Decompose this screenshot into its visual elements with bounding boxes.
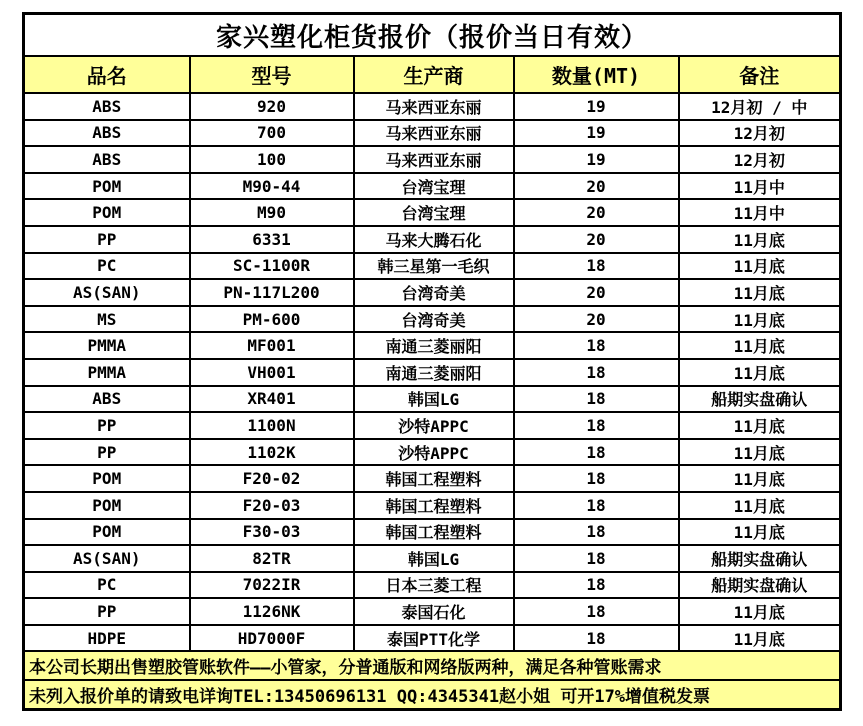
cell-producer: 台湾奇美 [354, 306, 514, 333]
footer-note-row-1 [24, 651, 841, 680]
cell-quantity: 18 [514, 332, 679, 359]
cell-producer: 泰国石化 [354, 598, 514, 625]
cell-producer: 台湾宝理 [354, 173, 514, 200]
cell-model: SC-1100R [190, 253, 354, 280]
cell-remark: 11月底 [679, 253, 841, 280]
quote-table [22, 12, 842, 711]
table-row [24, 359, 841, 386]
cell-product: MS [24, 306, 190, 333]
cell-producer: 泰国PTT化学 [354, 625, 514, 652]
cell-model: PM-600 [190, 306, 354, 333]
cell-producer: 台湾奇美 [354, 279, 514, 306]
table-row [24, 465, 841, 492]
cell-remark: 12月初 [679, 146, 841, 173]
cell-remark: 12月初 [679, 120, 841, 147]
cell-model: XR401 [190, 386, 354, 413]
cell-remark: 11月底 [679, 226, 841, 253]
cell-producer: 南通三菱丽阳 [354, 359, 514, 386]
cell-product: AS(SAN) [24, 545, 190, 572]
cell-remark: 11月底 [679, 332, 841, 359]
cell-product: POM [24, 519, 190, 546]
cell-quantity: 18 [514, 492, 679, 519]
cell-remark: 11月底 [679, 598, 841, 625]
table-row [24, 332, 841, 359]
col-header-product: 品名 [24, 56, 190, 93]
cell-remark: 11月中 [679, 199, 841, 226]
cell-producer: 台湾宝理 [354, 199, 514, 226]
cell-producer: 沙特APPC [354, 412, 514, 439]
cell-remark: 11月底 [679, 492, 841, 519]
cell-quantity: 18 [514, 625, 679, 652]
cell-product: PP [24, 226, 190, 253]
cell-remark: 11月底 [679, 439, 841, 466]
col-header-producer: 生产商 [354, 56, 514, 93]
cell-producer: 韩国工程塑料 [354, 492, 514, 519]
cell-quantity: 18 [514, 412, 679, 439]
column-header-row [24, 56, 841, 93]
cell-producer: 马来西亚东丽 [354, 146, 514, 173]
cell-quantity: 18 [514, 386, 679, 413]
cell-quantity: 18 [514, 545, 679, 572]
cell-product: POM [24, 173, 190, 200]
cell-model: 920 [190, 93, 354, 120]
cell-producer: 马来大腾石化 [354, 226, 514, 253]
cell-remark: 船期实盘确认 [679, 572, 841, 599]
footer-note-contact: 未列入报价单的请致电详询TEL:13450696131 QQ:4345341赵小姐 可开17%增值税发票 [24, 680, 841, 710]
table-row [24, 439, 841, 466]
cell-quantity: 20 [514, 306, 679, 333]
cell-product: ABS [24, 120, 190, 147]
cell-quantity: 18 [514, 253, 679, 280]
cell-quantity: 18 [514, 439, 679, 466]
cell-quantity: 20 [514, 226, 679, 253]
cell-remark: 11月底 [679, 519, 841, 546]
cell-remark: 12月初 / 中 [679, 93, 841, 120]
cell-model: 82TR [190, 545, 354, 572]
table-body [24, 93, 841, 651]
cell-remark: 11月底 [679, 359, 841, 386]
cell-model: M90-44 [190, 173, 354, 200]
cell-quantity: 18 [514, 572, 679, 599]
quote-sheet [22, 12, 839, 711]
cell-quantity: 18 [514, 359, 679, 386]
table-row [24, 173, 841, 200]
cell-remark: 11月底 [679, 465, 841, 492]
cell-product: PP [24, 412, 190, 439]
col-header-quantity: 数量(MT) [514, 56, 679, 93]
cell-producer: 韩国工程塑料 [354, 465, 514, 492]
cell-quantity: 19 [514, 120, 679, 147]
cell-model: HD7000F [190, 625, 354, 652]
cell-product: PC [24, 253, 190, 280]
table-row [24, 253, 841, 280]
cell-product: PMMA [24, 332, 190, 359]
table-row [24, 306, 841, 333]
cell-model: MF001 [190, 332, 354, 359]
cell-product: PP [24, 598, 190, 625]
cell-model: F20-02 [190, 465, 354, 492]
cell-producer: 南通三菱丽阳 [354, 332, 514, 359]
cell-product: PMMA [24, 359, 190, 386]
cell-product: ABS [24, 146, 190, 173]
cell-producer: 韩三星第一毛织 [354, 253, 514, 280]
table-row [24, 625, 841, 652]
cell-producer: 沙特APPC [354, 439, 514, 466]
col-header-model: 型号 [190, 56, 354, 93]
table-row [24, 492, 841, 519]
footer-note-row-2 [24, 680, 841, 710]
table-row [24, 545, 841, 572]
table-row [24, 572, 841, 599]
cell-model: 700 [190, 120, 354, 147]
cell-remark: 11月底 [679, 279, 841, 306]
title-row [24, 14, 841, 57]
cell-remark: 船期实盘确认 [679, 545, 841, 572]
cell-remark: 11月底 [679, 306, 841, 333]
cell-product: ABS [24, 386, 190, 413]
table-row [24, 279, 841, 306]
cell-model: F20-03 [190, 492, 354, 519]
cell-quantity: 18 [514, 598, 679, 625]
cell-model: 6331 [190, 226, 354, 253]
cell-remark: 11月中 [679, 173, 841, 200]
cell-model: M90 [190, 199, 354, 226]
table-row [24, 199, 841, 226]
table-row [24, 93, 841, 120]
page-title: 家兴塑化柜货报价（报价当日有效） [24, 14, 841, 57]
cell-model: 1102K [190, 439, 354, 466]
cell-model: 1100N [190, 412, 354, 439]
cell-quantity: 18 [514, 465, 679, 492]
table-row [24, 519, 841, 546]
table-row [24, 598, 841, 625]
cell-model: F30-03 [190, 519, 354, 546]
cell-quantity: 18 [514, 519, 679, 546]
cell-model: 100 [190, 146, 354, 173]
cell-product: PC [24, 572, 190, 599]
table-row [24, 412, 841, 439]
col-header-remark: 备注 [679, 56, 841, 93]
cell-quantity: 19 [514, 93, 679, 120]
cell-quantity: 20 [514, 279, 679, 306]
cell-model: VH001 [190, 359, 354, 386]
table-row [24, 226, 841, 253]
cell-model: 7022IR [190, 572, 354, 599]
cell-product: ABS [24, 93, 190, 120]
cell-producer: 马来西亚东丽 [354, 120, 514, 147]
cell-producer: 韩国工程塑料 [354, 519, 514, 546]
cell-producer: 马来西亚东丽 [354, 93, 514, 120]
cell-remark: 11月底 [679, 412, 841, 439]
cell-quantity: 20 [514, 199, 679, 226]
cell-product: AS(SAN) [24, 279, 190, 306]
cell-remark: 11月底 [679, 625, 841, 652]
cell-model: PN-117L200 [190, 279, 354, 306]
cell-model: 1126NK [190, 598, 354, 625]
cell-product: POM [24, 199, 190, 226]
cell-product: POM [24, 492, 190, 519]
cell-remark: 船期实盘确认 [679, 386, 841, 413]
cell-product: HDPE [24, 625, 190, 652]
cell-product: POM [24, 465, 190, 492]
cell-producer: 日本三菱工程 [354, 572, 514, 599]
cell-producer: 韩国LG [354, 545, 514, 572]
cell-producer: 韩国LG [354, 386, 514, 413]
cell-quantity: 20 [514, 173, 679, 200]
table-row [24, 120, 841, 147]
footer-note-software: 本公司长期出售塑胶管账软件——小管家，分普通版和网络版两种，满足各种管账需求 [24, 651, 841, 680]
table-row [24, 386, 841, 413]
cell-product: PP [24, 439, 190, 466]
table-row [24, 146, 841, 173]
cell-quantity: 19 [514, 146, 679, 173]
